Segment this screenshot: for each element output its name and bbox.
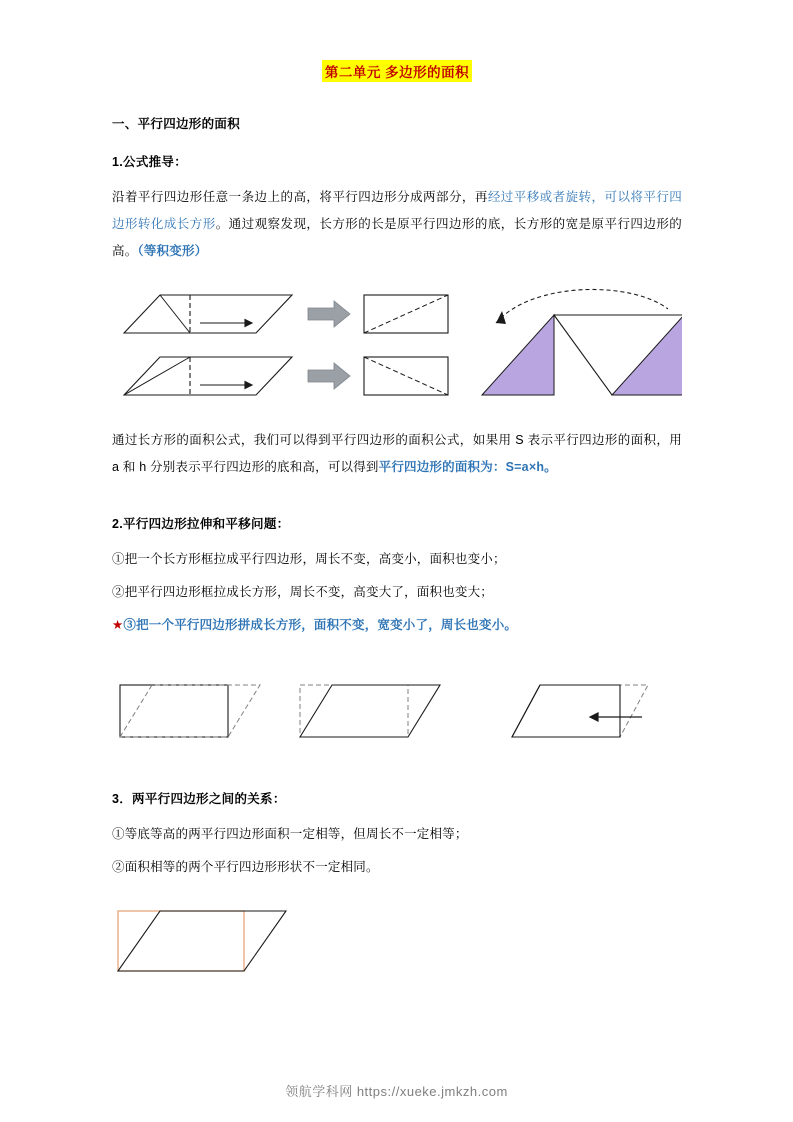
paragraph-derivation-part-b: 经过平移或者旋转，可以将平行四边形转化成长方形 (112, 190, 682, 231)
figure-group-transform (112, 283, 682, 413)
star-icon: ★ (112, 618, 124, 633)
figure-shapes-row (112, 667, 682, 757)
paragraph-derivation (112, 184, 682, 265)
arrow-right-icon (308, 301, 350, 327)
subheading-relation: 3．两平行四边形之间的关系： (112, 792, 286, 806)
subheading-stretch-translate: 2.平行四边形拉伸和平移问题： (112, 517, 290, 532)
paragraph-area-formula (112, 427, 682, 481)
arrow-right-icon (308, 363, 350, 389)
list-item-1: ①把一个长方形框拉成平行四边形，周长不变，高变小，面积也变小； (112, 552, 506, 567)
paragraph-derivation-part-d: （等积变形） (137, 243, 208, 258)
figure-group-stretch (112, 667, 682, 757)
list-item-4: ①等底等高的两平行四边形面积一定相等，但周长不一定相等； (112, 827, 468, 841)
paragraph-derivation-part-c: 。通过观察发现，长方形的长是原平行四边形的底，长方形的宽是原平行四边形的高。 (112, 216, 682, 258)
list-item-3 (112, 612, 682, 639)
page-title-text: 第二单元 多边形的面积 (322, 60, 472, 82)
document-content (112, 0, 682, 983)
page-title (112, 60, 682, 82)
figure-parallelogram-to-rectangle (112, 283, 682, 413)
paragraph-area-formula-part-b: 平行四边形的面积为：S=a×h。 (378, 459, 557, 474)
figure-group-equal-area (112, 905, 682, 983)
figure-rectangle-parallelogram-overlap (112, 905, 682, 983)
paragraph-area-formula-part-a: 通过长方形的面积公式，我们可以得到平行四边形的面积公式，如果用 S 表示平行四边形的面积，用 a 和 h 分别表示平行四边形的底和高，可以得到 (112, 432, 682, 474)
list-item-2: ②把平行四边形框拉成长方形，周长不变，高变大了，面积也变大； (112, 585, 494, 600)
list-item-5: ②面积相等的两个平行四边形形状不一定相同。 (112, 859, 379, 874)
figure-rotation-purple (482, 289, 682, 395)
watermark: 领航学科网 https://xueke.jmkzh.com (285, 1084, 508, 1099)
paragraph-derivation-part-a: 沿着平行四边形任意一条边上的高，将平行四边形分成两部分，再 (112, 190, 488, 204)
subheading-formula-derivation: 1.公式推导： (112, 155, 188, 169)
list-item-3-text: ③把一个平行四边形拼成长方形，面积不变，宽变小了，周长也变小。 (123, 618, 518, 633)
section-heading-1: 一、平行四边形的面积 (112, 117, 241, 131)
